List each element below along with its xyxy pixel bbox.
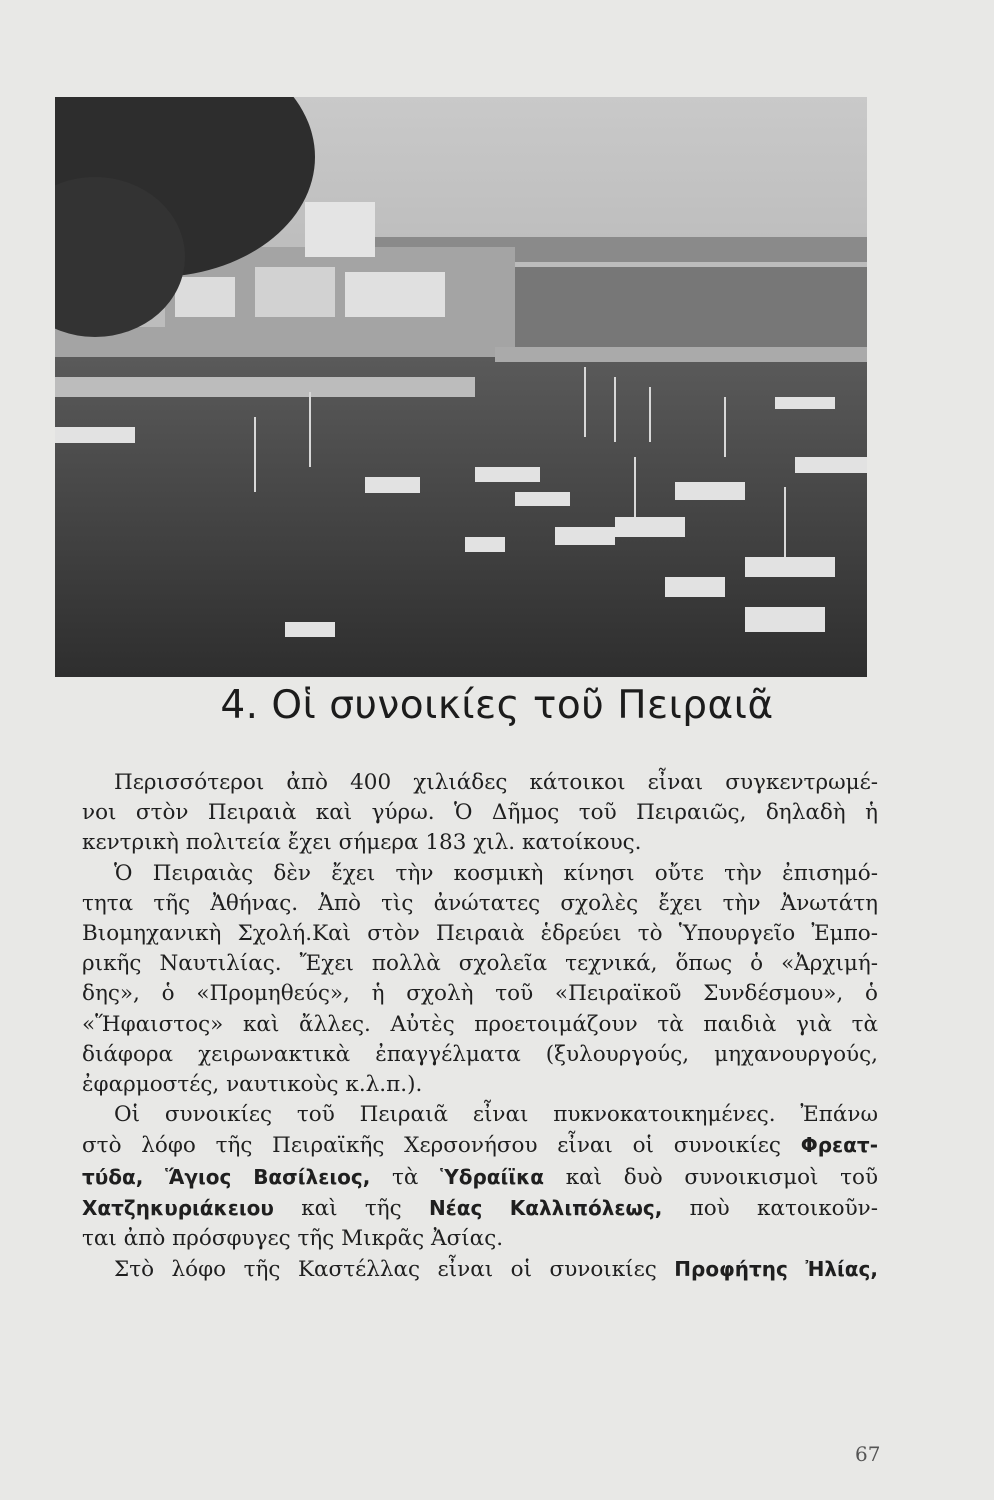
text-line: δης», ὁ «Προμηθεύς», ἡ σχολὴ τοῦ «Πειραϊκοῦ Συνδέσμου», ὁ xyxy=(82,981,878,1007)
body-text xyxy=(82,768,878,1285)
page-number: 67 xyxy=(855,1442,881,1466)
text-line: «Ἥφαιστος» καὶ ἄλλες. Αὐτὲς προετοιμάζουν τὰ παιδιὰ γιὰ τὰ xyxy=(82,1011,878,1037)
harbor-photo xyxy=(55,97,867,677)
paragraph-1 xyxy=(82,768,878,859)
place-name: Προφήτης Ἠλίας, xyxy=(674,1257,878,1282)
text-run: τὰ xyxy=(392,1164,419,1190)
text-line: ἐφαρμοστές, ναυτικοὺς κ.λ.π.). xyxy=(82,1072,423,1098)
text-run: στὸ λόφο τῆς Πειραϊκῆς Χερσονήσου εἶναι οἱ συνοικίες xyxy=(82,1133,781,1159)
paragraph-3 xyxy=(82,1100,878,1254)
text-line: Περισσότεροι ἀπὸ 400 χιλιάδες κάτοικοι εἶναι συγκεντρωμέ- xyxy=(114,770,878,795)
text-line xyxy=(82,1130,878,1161)
place-name: Νέας Καλλιπόλεως, xyxy=(428,1195,663,1220)
text-line: Οἱ συνοικίες τοῦ Πειραιᾶ εἶναι πυκνοκατοικημένες. Ἐπάνω xyxy=(114,1102,878,1128)
place-name: Χατζηκυριάκειου xyxy=(82,1195,274,1220)
page-title: 4. Οἱ συνοικίες τοῦ Πειραιᾶ xyxy=(220,683,774,728)
place-name: Φρεατ- xyxy=(800,1133,878,1158)
paragraph-4 xyxy=(82,1254,878,1285)
text-line: Ὁ Πειραιὰς δὲν ἔχει τὴν κοσμικὴ κίνησι οὔτε τὴν ἐπισημό- xyxy=(114,860,878,886)
text-run: Στὸ λόφο τῆς Καστέλλας εἶναι οἱ συνοικίες xyxy=(114,1257,657,1283)
text-line xyxy=(82,1254,878,1285)
text-line: ρικῆς Ναυτιλίας. Ἔχει πολλὰ σχολεῖα τεχνικά, ὅπως ὁ «Ἀρχιμή- xyxy=(82,951,878,977)
text-line xyxy=(82,1162,878,1193)
text-line: νοι στὸν Πειραιὰ καὶ γύρω. Ὁ Δῆμος τοῦ Πειραιῶς, δηλαδὴ ἡ xyxy=(82,800,878,826)
harbor-photo-illustration xyxy=(55,97,867,677)
place-name: τύδα, Ἅγιος Βασίλειος, xyxy=(82,1164,371,1189)
text-line: Βιομηχανικὴ Σχολή.Καὶ στὸν Πειραιὰ ἑδρεύει τὸ Ὑπουργεῖο Ἐμπο- xyxy=(82,921,878,947)
paragraph-2 xyxy=(82,859,878,1101)
text-run: ποὺ κατοικοῦν- xyxy=(689,1195,879,1221)
text-run: καὶ τῆς xyxy=(301,1195,402,1221)
text-line: διάφορα χειρωνακτικὰ ἐπαγγέλματα (ξυλουργούς, μηχανουργούς, xyxy=(82,1041,878,1067)
text-line: κεντρικὴ πολιτεία ἔχει σήμερα 183 χιλ. κατοίκους. xyxy=(82,830,642,856)
text-line: τητα τῆς Ἀθήνας. Ἀπὸ τὶς ἀνώτατες σχολὲς ἔχει τὴν Ἀνωτάτη xyxy=(82,890,878,916)
place-name: Ὑδραίϊκα xyxy=(440,1164,545,1189)
text-run: καὶ δυὸ συνοικισμοὶ τοῦ xyxy=(565,1164,879,1190)
text-line xyxy=(82,1193,878,1224)
text-line: ται ἀπὸ πρόσφυγες τῆς Μικρᾶς Ἀσίας. xyxy=(82,1226,504,1252)
